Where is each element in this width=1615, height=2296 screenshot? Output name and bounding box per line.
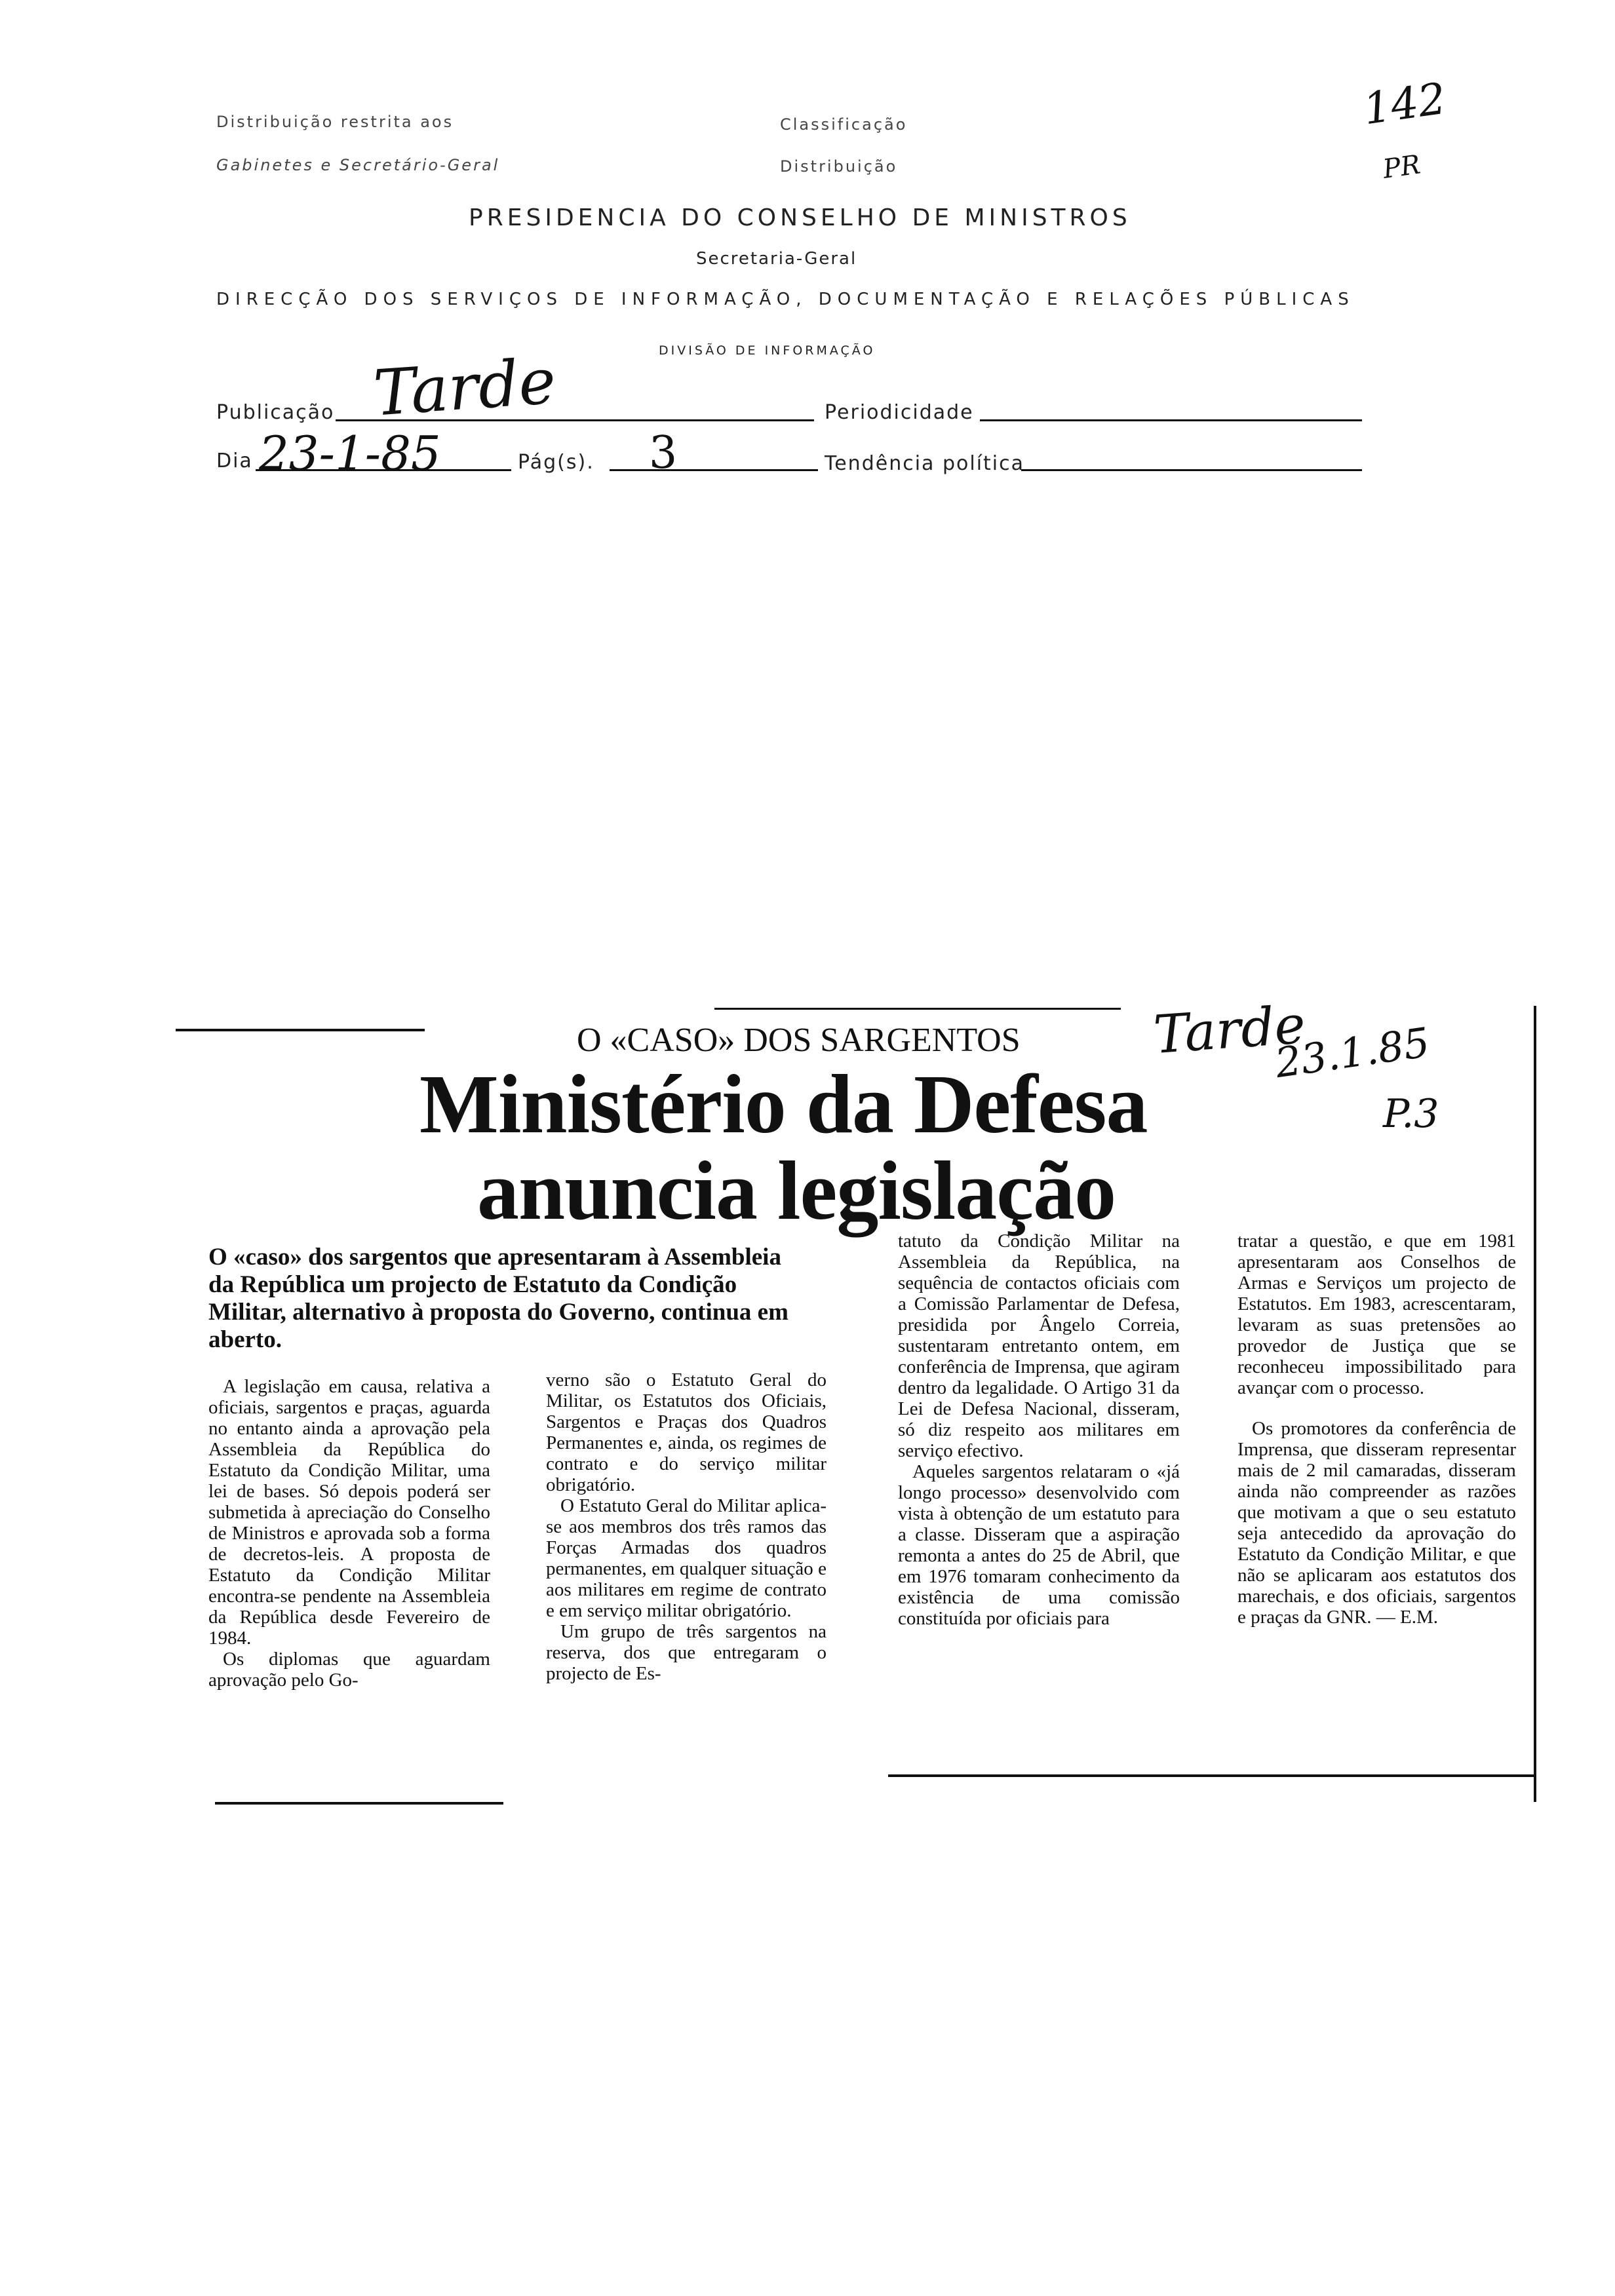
column-3-paragraph-1: tatuto da Condição Militar na Assembleia da República, na sequência de contactos oficiais com a Comissão Parlamentar de Defesa, presidida por Ângelo Correia, sustentaram entretanto ontem, em conferência de Imprensa, que agiram dentro da legalidade. O Artigo 31 da Lei de Defesa Nacional, disseram, só diz respeito aos militares em serviço efectivo.: [898, 1231, 1180, 1461]
clipping-bottom-rule-right: [888, 1774, 1534, 1777]
column-2-paragraph-2: O Estatuto Geral do Militar aplica-se aos membros dos três ramos das Forças Armadas dos quadros permanentes, em qualquer situação e aos militares em regime de contrato e em serviço militar obrigatório.: [546, 1495, 827, 1621]
headline-line-1: Ministério da Defesa: [419, 1058, 1148, 1151]
clipping-top-rule-left: [176, 1029, 425, 1031]
column-1-paragraph-1: A legislação em causa, relativa a oficiais, sargentos e praças, aguarda no entanto ainda a aprovação pela Assembleia da República do Estatuto da Condição Militar, uma lei de bases. Só depois poderá ser submetida à apreciação do Conselho de Ministros e aprovada sob a forma de decretos-leis. A proposta de Estatuto da Condição Militar encontra-se pendente na Assembleia da República desde Fevereiro de 1984.: [208, 1376, 490, 1649]
headline-line-2: anuncia legislação: [477, 1144, 1116, 1237]
pages-underline: [610, 469, 818, 471]
handwritten-source: Tarde: [1152, 994, 1308, 1065]
restricted-distribution-label: Distribuição restrita aos: [216, 113, 454, 131]
column-2-paragraph-3: Um grupo de três sargentos na reserva, dos que entregaram o projecto de Es-: [546, 1621, 827, 1684]
handwritten-page: P.3: [1383, 1091, 1439, 1137]
clipping-top-rule-center: [714, 1008, 1121, 1010]
distribution-label: Distribuição: [780, 157, 898, 176]
cabinets-label: Gabinetes e Secretário-Geral: [216, 156, 500, 174]
directorate-title: DIRECÇÃO DOS SERVIÇOS DE INFORMAÇÃO, DOCUMENTAÇÃO E RELAÇÕES PÚBLICAS: [216, 290, 1355, 309]
periodicity-label: Periodicidade: [825, 401, 974, 424]
general-secretariat: Secretaria-Geral: [696, 249, 857, 269]
article-column-1: [208, 1376, 490, 1691]
corner-handwritten-number: 142: [1360, 73, 1449, 135]
political-tendency-underline: [1021, 469, 1362, 471]
classification-label: Classificação: [780, 115, 908, 134]
column-4-paragraph-1: tratar a questão, e que em 1981 apresentaram aos Conselhos de Armas e Serviços um projecto de Estatutos. Em 1983, acrescentaram, levaram as suas pretensões ao provedor de Justiça que se reconheceu impossibilitado para avançar com o processo.: [1237, 1231, 1516, 1398]
article-kicker: O «CASO» DOS SARGENTOS: [577, 1022, 1021, 1059]
information-division: DIVISÃO DE INFORMAÇÃO: [659, 343, 876, 358]
publication-label: Publicação: [216, 401, 335, 424]
column-4-paragraph-2: Os promotores da conferência de Imprensa, que disseram representar mais de 2 mil camaradas, disseram ainda não compreender as razões que motivam a que o seu estatuto seja antecedido da aprovação do Estatuto da Condição Militar, e que não se aplicaram aos estatutos dos marechais, e dos oficiais, sargentos e praças da GNR. — E.M.: [1237, 1418, 1516, 1628]
clipping-bottom-rule-left: [215, 1802, 503, 1805]
article-column-4: [1237, 1231, 1516, 1628]
day-label: Dia: [216, 450, 253, 472]
day-handwritten: 23-1-85: [259, 426, 441, 481]
article-column-3: [898, 1231, 1180, 1629]
pages-label: Pág(s).: [518, 451, 594, 474]
periodicity-underline: [980, 419, 1362, 421]
handwritten-date: 23.1.85: [1272, 1018, 1433, 1088]
article-column-2: [546, 1369, 827, 1684]
clipping-right-border: [1534, 1006, 1536, 1802]
pages-handwritten: 3: [649, 427, 678, 479]
corner-handwritten-initials: PR: [1381, 149, 1422, 185]
political-tendency-label: Tendência política: [825, 452, 1025, 475]
presidency-title: PRESIDENCIA DO CONSELHO DE MINISTROS: [469, 204, 1131, 231]
article-lead: O «caso» dos sargentos que apresentaram à Assembleia da República um projecto de Estatuto da Condição Militar, alternativo à proposta do Governo, continua em aberto.: [208, 1244, 788, 1353]
column-3-paragraph-2: Aqueles sargentos relataram o «já longo processo» desenvolvido com vista à obtenção de um estatuto para a classe. Disseram que a aspiração remonta a antes do 25 de Abril, que em 1976 tomaram conhecimento da existência de uma comissão constituída por oficiais para: [898, 1461, 1180, 1629]
publication-handwritten: Tarde: [371, 344, 558, 430]
column-2-paragraph-1: verno são o Estatuto Geral do Militar, os Estatutos dos Oficiais, Sargentos e Praças dos Quadros Permanentes e, ainda, os regimes de contrato e do serviço militar obrigatório.: [546, 1369, 827, 1495]
column-1-paragraph-2: Os diplomas que aguardam aprovação pelo Go-: [208, 1649, 490, 1691]
